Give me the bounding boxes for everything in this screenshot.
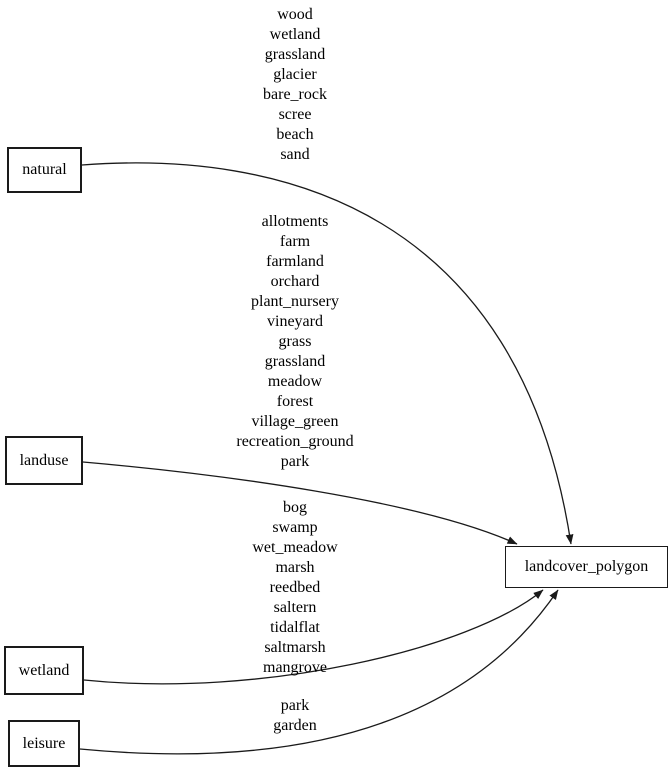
edge-label: garden <box>273 717 317 734</box>
edge-labels-natural <box>195 5 395 165</box>
edge-label: vineyard <box>267 313 323 330</box>
edge-labels-landuse <box>195 212 395 472</box>
edge-labels-leisure <box>195 696 395 736</box>
edge-label: wet_meadow <box>252 539 338 556</box>
edge-label: grassland <box>264 353 326 370</box>
edge-label: scree <box>278 106 312 123</box>
edge-label: forest <box>276 393 314 410</box>
edge-label: bog <box>283 499 307 516</box>
node-landcover-polygon: landcover_polygon <box>505 546 668 588</box>
edge-label: allotments <box>261 213 329 230</box>
edge-label: orchard <box>270 273 320 290</box>
edge-label: plant_nursery <box>251 293 339 310</box>
edge-label: sand <box>280 146 310 163</box>
edge-label: park <box>280 453 310 470</box>
edge-label: recreation_ground <box>236 433 354 450</box>
edge-label: saltmarsh <box>264 639 326 656</box>
edge-label: beach <box>276 126 314 143</box>
edge-label: farm <box>279 233 311 250</box>
edge-label: swamp <box>272 519 318 536</box>
edge-label: wood <box>277 6 313 23</box>
edge-label: wetland <box>269 26 321 43</box>
edge-label: bare_rock <box>263 86 327 103</box>
node-leisure: leisure <box>8 720 80 767</box>
edge-label: marsh <box>275 559 315 576</box>
edge-label: tidalflat <box>270 619 320 636</box>
edge-labels-wetland <box>195 498 395 678</box>
node-wetland: wetland <box>4 646 84 695</box>
edge-label: reedbed <box>269 579 321 596</box>
node-natural: natural <box>7 147 82 193</box>
edge-label: farmland <box>266 253 324 270</box>
edge-label: park <box>280 697 310 714</box>
edge-label: grassland <box>264 46 326 63</box>
edge-label: village_green <box>251 413 339 430</box>
node-landuse: landuse <box>5 436 83 485</box>
edge-label: grass <box>278 333 312 350</box>
edge-label: saltern <box>273 599 317 616</box>
edge-label: meadow <box>267 373 323 390</box>
edge-label: mangrove <box>263 659 327 676</box>
edge-label: glacier <box>273 66 317 83</box>
